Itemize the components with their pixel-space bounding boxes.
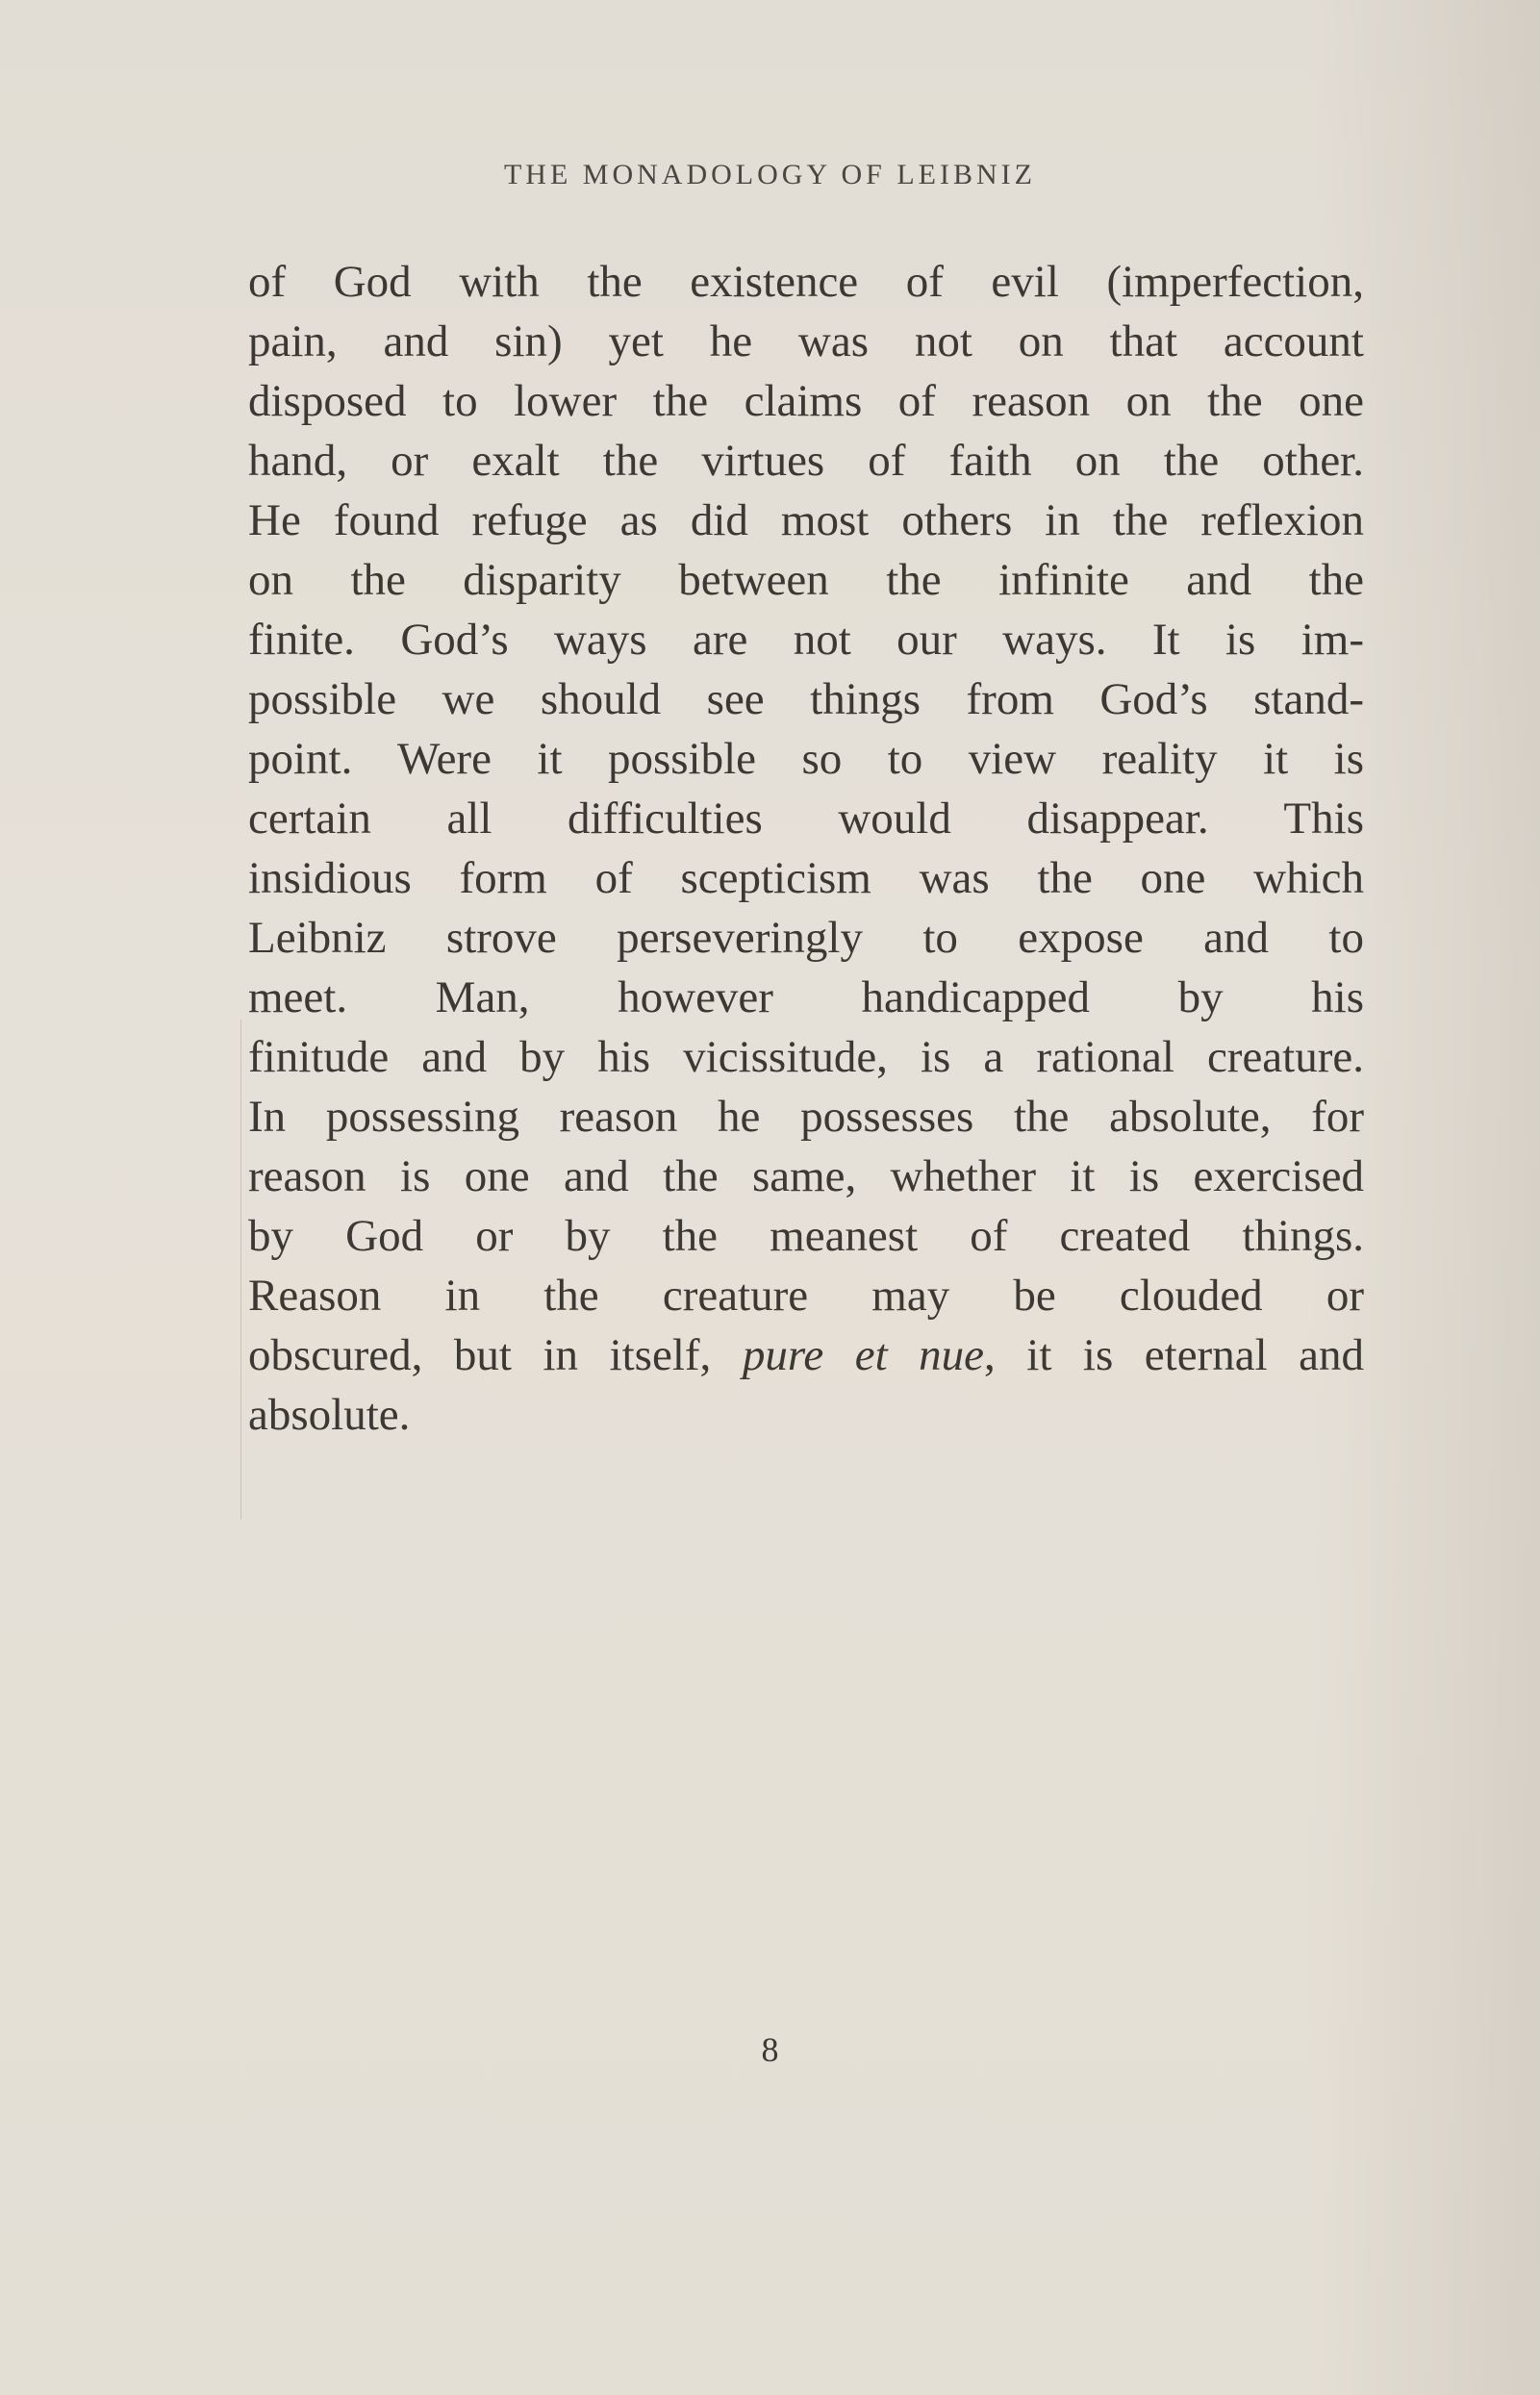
text-segment: , it is eternal and: [984, 1330, 1365, 1380]
body-text: [248, 252, 1364, 1445]
text-line: certain all difficulties would disappear. This: [248, 794, 1364, 844]
text-line: disposed to lower the claims of reason on the one: [248, 376, 1364, 426]
margin-pencil-mark: [240, 1020, 241, 1520]
text-line: on the disparity between the infinite and the: [248, 555, 1364, 605]
text-line: possible we should see things from God’s stand-: [248, 674, 1364, 724]
page-number: 8: [761, 2030, 779, 2069]
text-line: Leibniz strove perseveringly to expose and to: [248, 913, 1364, 963]
text-line: finitude and by his vicissitude, is a rational creature.: [248, 1032, 1364, 1082]
text-line: meet. Man, however handicapped by his: [248, 972, 1364, 1022]
text-line: He found refuge as did most others in the reflexion: [248, 495, 1364, 545]
text-segment: obscured, but in itself,: [248, 1330, 743, 1380]
text-line: reason is one and the same, whether it is exercised: [248, 1151, 1364, 1201]
text-line-with-italic: [248, 1325, 1364, 1385]
text-line: finite. God’s ways are not our ways. It is im-: [248, 615, 1364, 665]
text-line: hand, or exalt the virtues of faith on the other.: [248, 436, 1364, 486]
text-line: insidious form of scepticism was the one which: [248, 853, 1364, 903]
text-line: pain, and sin) yet he was not on that account: [248, 316, 1364, 366]
text-line-last: absolute.: [248, 1390, 411, 1440]
running-head: THE MONADOLOGY OF LEIBNIZ: [503, 159, 1036, 190]
text-line: Reason in the creature may be clouded or: [248, 1271, 1364, 1321]
text-line: by God or by the meanest of created things.: [248, 1211, 1364, 1261]
text-line: point. Were it possible so to view reality it is: [248, 734, 1364, 784]
italic-phrase: pure et nue: [742, 1330, 985, 1380]
text-line: of God with the existence of evil (imperfection,: [248, 257, 1364, 307]
text-line: In possessing reason he possesses the absolute, for: [248, 1092, 1364, 1142]
